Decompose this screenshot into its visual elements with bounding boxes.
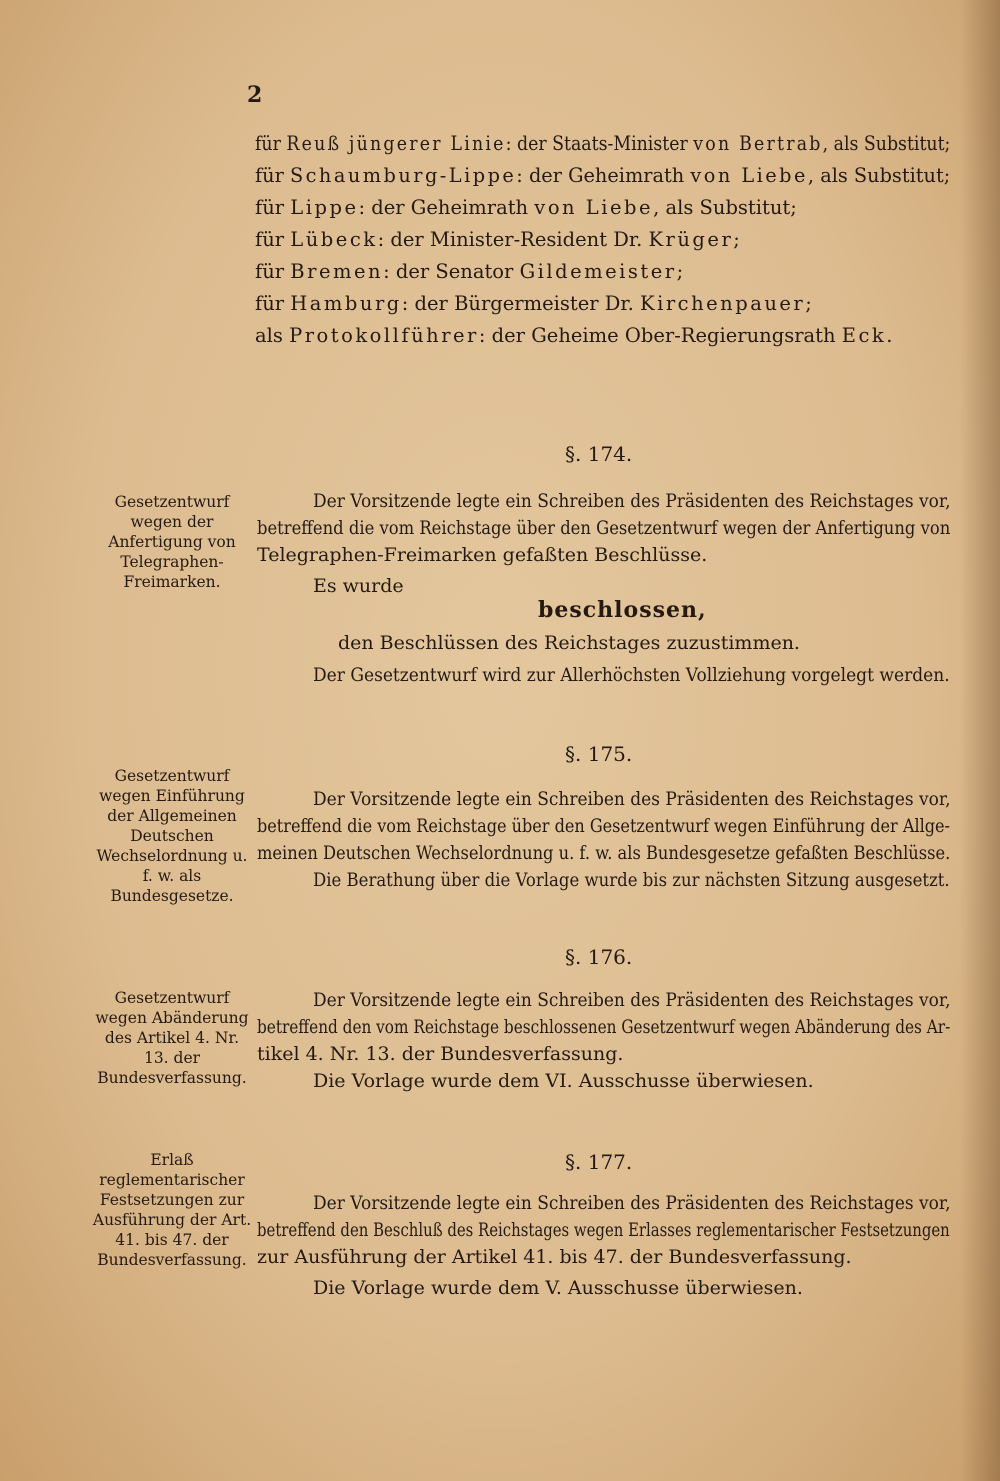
resolution-word: beschlossen, bbox=[538, 597, 707, 623]
section-176-line-1: Der Vorsitzende legte ein Schreiben des Präsidenten des Reichstages vor, bbox=[313, 989, 951, 1011]
section-177-line-4: Die Vorlage wurde dem V. Ausschusse überwiesen. bbox=[313, 1277, 803, 1299]
section-177-line-3: zur Ausführung der Artikel 41. bis 47. der Bundesverfassung. bbox=[257, 1246, 852, 1268]
header-line-4: für Lübeck: der Minister-Resident Dr. Krüger; bbox=[255, 228, 740, 251]
margin-note-174: Gesetzentwurf wegen der Anfertigung von Telegraphen-Freimarken. bbox=[108, 493, 236, 591]
section-number-175: §. 175. bbox=[565, 742, 633, 766]
margin-note-175: Gesetzentwurf wegen Einführung der Allgemeinen Deutschen Wechselordnung u. f. w. als Bundesgesetze. bbox=[96, 767, 248, 905]
header-line-5: für Bremen: der Senator Gildemeister; bbox=[255, 260, 684, 283]
section-174-line-2: betreffend die vom Reichstage über den Gesetzentwurf wegen der Anfertigung von bbox=[257, 517, 951, 539]
section-number-176: §. 176. bbox=[565, 945, 633, 969]
section-number-174: §. 174. bbox=[565, 442, 633, 466]
section-174-resolution-2: Der Gesetzentwurf wird zur Allerhöchsten Vollziehung vorgelegt werden. bbox=[313, 664, 950, 686]
section-175-line-4: Die Berathung über die Vorlage wurde bis zur nächsten Sitzung ausgesetzt. bbox=[313, 869, 950, 891]
section-175-line-2: betreffend die vom Reichstage über den Gesetzentwurf wegen Einführung der Allge- bbox=[257, 815, 950, 837]
page-edge-shadow bbox=[960, 0, 1000, 1481]
section-number-177: §. 177. bbox=[565, 1150, 633, 1174]
header-line-6: für Hamburg: der Bürgermeister Dr. Kirchenpauer; bbox=[255, 292, 812, 315]
section-176-line-4: Die Vorlage wurde dem VI. Ausschusse überwiesen. bbox=[313, 1070, 814, 1092]
section-174-line-4: Es wurde bbox=[313, 575, 404, 597]
margin-note-176: Gesetzentwurf wegen Abänderung des Artikel 4. Nr. 13. der Bundesverfassung. bbox=[95, 989, 249, 1087]
section-174-line-1: Der Vorsitzende legte ein Schreiben des Präsidenten des Reichstages vor, bbox=[313, 490, 951, 512]
section-175-line-1: Der Vorsitzende legte ein Schreiben des Präsidenten des Reichstages vor, bbox=[313, 788, 951, 810]
header-line-2: für Schaumburg-Lippe: der Geheimrath von Liebe, als Substitut; bbox=[255, 164, 951, 187]
section-176-line-2: betreffend den vom Reichstage beschlossenen Gesetzentwurf wegen Abänderung des Ar- bbox=[257, 1016, 951, 1038]
header-line-3: für Lippe: der Geheimrath von Liebe, als Substitut; bbox=[255, 196, 797, 219]
section-176-line-3: tikel 4. Nr. 13. der Bundesverfassung. bbox=[257, 1043, 624, 1065]
section-174-line-3: Telegraphen-Freimarken gefaßten Beschlüsse. bbox=[257, 544, 708, 566]
page-number: 2 bbox=[247, 82, 263, 108]
section-177-line-2: betreffend den Beschluß des Reichstages wegen Erlasses reglementarischer Festsetzungen bbox=[257, 1219, 950, 1241]
section-174-resolution-1: den Beschlüssen des Reichstages zuzustimmen. bbox=[338, 632, 800, 654]
margin-note-177: Erlaß reglementarischer Festsetzungen zur Ausführung der Art. 41. bis 47. der Bundesverfassung. bbox=[92, 1151, 252, 1269]
section-175-line-3: meinen Deutschen Wechselordnung u. f. w. als Bundesgesetze gefaßten Beschlüsse. bbox=[257, 842, 951, 864]
header-line-7: als Protokollführer: der Geheime Ober-Regierungsrath Eck. bbox=[255, 324, 893, 347]
section-177-line-1: Der Vorsitzende legte ein Schreiben des Präsidenten des Reichstages vor, bbox=[313, 1192, 951, 1214]
header-line-1: für Reuß jüngerer Linie: der Staats-Minister von Bertrab, als Substitut; bbox=[255, 132, 951, 155]
